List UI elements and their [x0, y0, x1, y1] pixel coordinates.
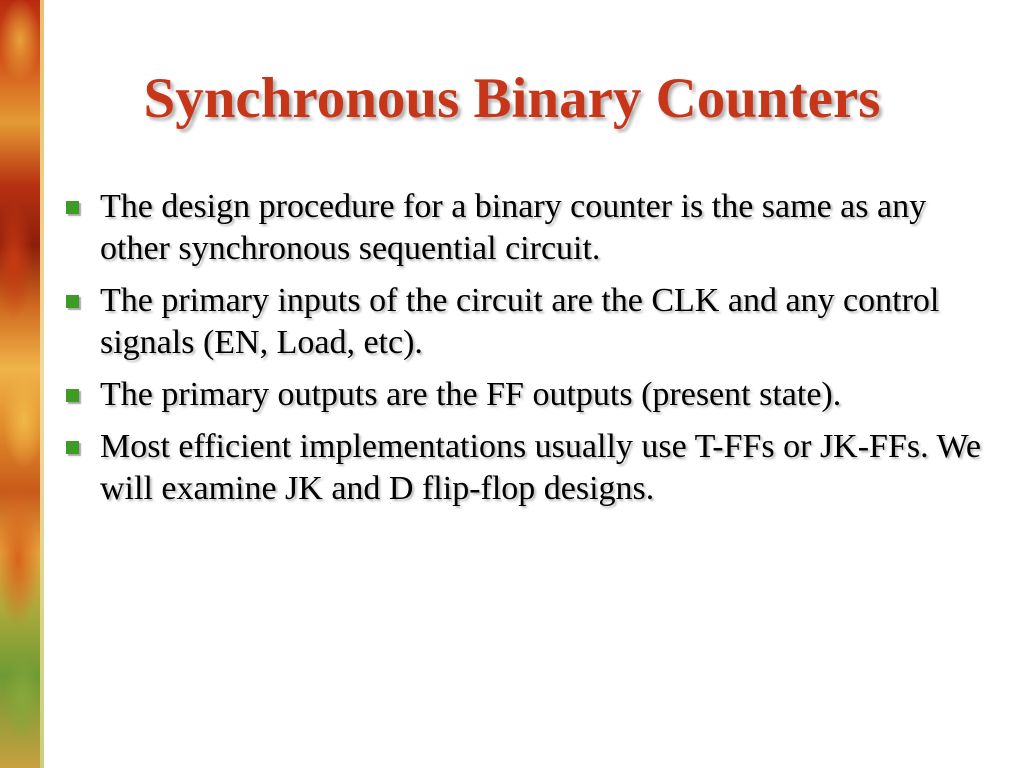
bullet-item — [62, 186, 982, 270]
bullet-item — [62, 280, 982, 364]
bullet-list — [62, 186, 982, 520]
square-bullet-icon — [66, 389, 79, 402]
square-bullet-icon — [66, 441, 79, 454]
decorative-side-strip — [0, 0, 44, 768]
slide-title: Synchronous Binary Counters — [143, 67, 881, 130]
bullet-text: Most efficient implementations usually use T-FFs or JK-FFs. We will examine JK and D flip-flop designs. — [100, 428, 981, 507]
bullet-text: The design procedure for a binary counter is the same as any other synchronous sequential circuit. — [100, 188, 927, 267]
bullet-text: The primary inputs of the circuit are the CLK and any control signals (EN, Load, etc). — [100, 282, 940, 361]
bullet-item — [62, 426, 982, 510]
square-bullet-icon — [66, 295, 79, 308]
bullet-item — [62, 374, 982, 416]
bullet-text: The primary outputs are the FF outputs (present state). — [100, 376, 842, 413]
square-bullet-icon — [66, 201, 79, 214]
